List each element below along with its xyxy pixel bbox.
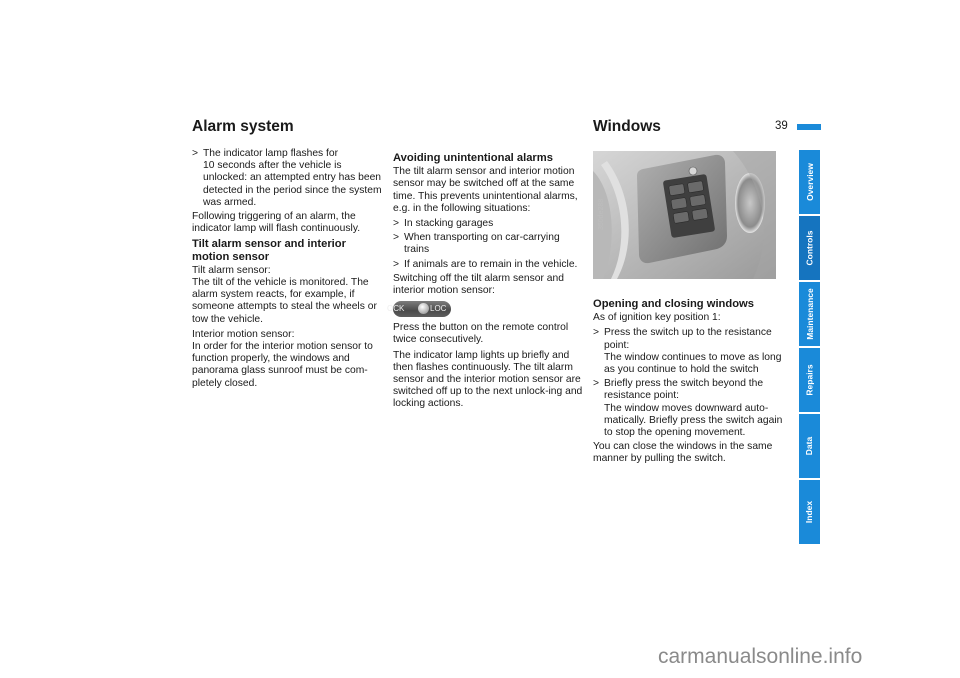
list-item-text: In stacking garages — [404, 218, 494, 230]
result-paragraph: The indicator lamp lights up briefly and then flashes continuously. The tilt alarm sensor and the interior motion sensor are switched off up to the next unlock-ing and locking actions. — [393, 349, 583, 410]
watermark[interactable]: carmanualsonline.info — [658, 645, 863, 668]
window-switch-photo — [593, 151, 776, 279]
alarm-trigger-paragraph: Following triggering of an alarm, the indicator lamp will flash continuously. — [192, 211, 361, 235]
list-item — [393, 218, 586, 230]
bullet-mark: > — [393, 218, 400, 230]
page-number: 39 — [775, 120, 788, 132]
page-title-alarm-system: Alarm system — [192, 118, 294, 135]
tab-maintenance[interactable] — [799, 282, 820, 346]
key-icon — [418, 303, 429, 314]
intro-paragraph: As of ignition key position 1: — [593, 312, 721, 324]
bullet-mark: > — [593, 378, 600, 390]
bullet-mark: > — [192, 148, 199, 159]
tab-label: Maintenance — [804, 288, 815, 340]
list-item-text: Press the switch up to the resistance point: The window continues to move as long as you continue to hold the switch — [604, 327, 782, 376]
lock-label: LOC — [430, 304, 447, 314]
section-heading-unintentional-alarms: Avoiding unintentional alarms — [393, 152, 553, 164]
list-item-text: If animals are to remain in the vehicle. — [404, 258, 578, 270]
page-title-windows: Windows — [593, 118, 661, 135]
list-item-text: The indicator lamp flashes for 10 seconds after the vehicle is unlocked: an attempted entry has been detected in the period since the system was armed. — [203, 148, 382, 208]
section-heading-tilt-alarm: Tilt alarm sensor and interior motion sensor — [192, 238, 346, 263]
tilt-sensor-paragraph: Tilt alarm sensor: The tilt of the vehicle is monitored. The alarm system reacts, for example, if someone attempts to steal the wheels or tow the vehicle. — [192, 264, 377, 325]
bullet-mark: > — [393, 258, 400, 270]
tab-overview[interactable] — [799, 150, 820, 214]
bullet-mark: > — [593, 327, 600, 339]
list-item — [192, 148, 384, 209]
tab-label: Data — [804, 436, 815, 456]
list-item-text: When transporting on car-carrying trains — [404, 232, 560, 256]
motion-sensor-paragraph: Interior motion sensor: In order for the interior motion sensor to function properly, the windows and panorama glass sunroof must be com-pletely closed. — [192, 328, 373, 389]
tab-controls[interactable] — [799, 216, 820, 280]
switch-off-paragraph: Switching off the tilt alarm sensor and interior motion sensor: — [393, 272, 564, 297]
close-windows-paragraph: You can close the windows in the same manner by pulling the switch. — [593, 441, 773, 465]
intro-paragraph: The tilt alarm sensor and interior motion sensor may be switched off at the same time. This prevents unintentional alarms, e.g. in the following situations: — [393, 166, 578, 214]
tab-data[interactable] — [799, 414, 820, 478]
unlock-label: OCK — [387, 304, 405, 314]
middle-column — [387, 149, 586, 414]
list-item — [393, 259, 586, 271]
section-heading-opening-closing: Opening and closing windows — [593, 298, 754, 310]
tab-repairs[interactable] — [799, 348, 820, 412]
photo-code: 350de288 — [598, 198, 605, 230]
lock-unlock-key-icon — [387, 301, 451, 317]
tab-label: Controls — [804, 230, 815, 266]
press-button-paragraph: Press the button on the remote control twice consecutively. — [393, 322, 569, 346]
list-item — [593, 327, 785, 376]
list-item — [393, 232, 586, 256]
page-marker — [797, 124, 821, 130]
tab-label: Index — [804, 500, 815, 524]
list-item-text: Briefly press the switch beyond the resistance point: The window moves downward auto-matically. Briefly press the switch again to stop the opening movement. — [604, 378, 783, 439]
tab-index[interactable] — [799, 480, 820, 544]
bullet-mark: > — [393, 232, 400, 244]
tab-label: Overview — [804, 163, 815, 201]
left-column — [192, 148, 384, 393]
right-column — [593, 295, 785, 469]
tab-label: Repairs — [804, 364, 815, 396]
list-item — [593, 378, 785, 439]
